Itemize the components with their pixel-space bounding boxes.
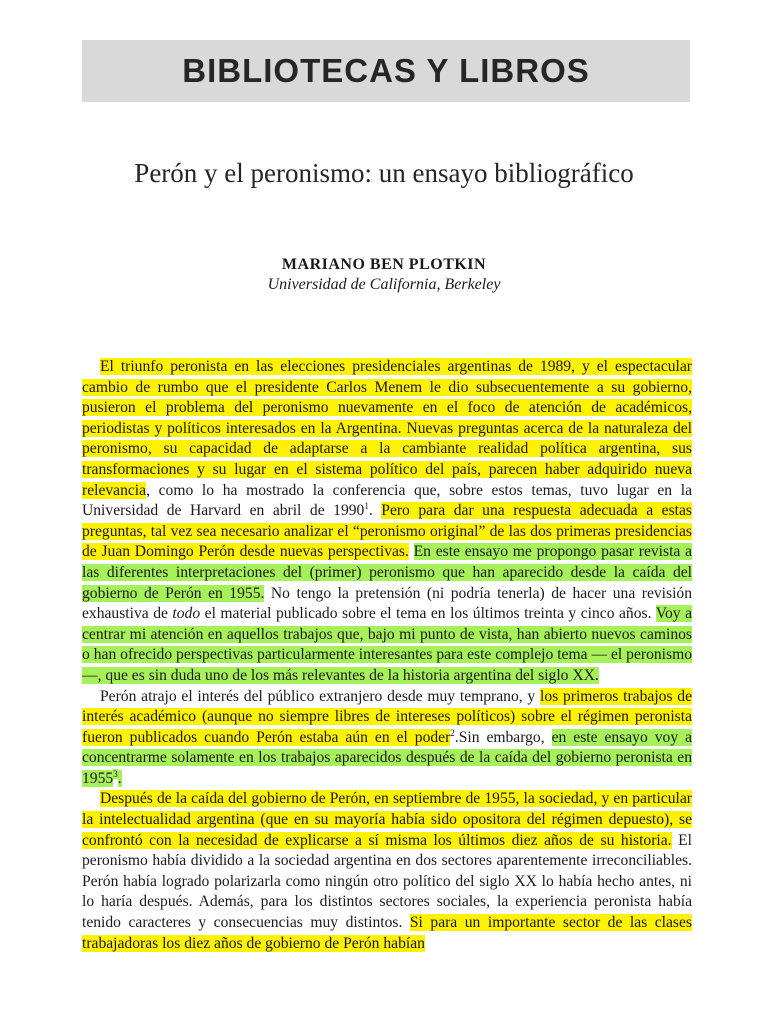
text-run: , como lo ha mostrado la conferencia que, sobre estos temas, tuvo lugar en la Universidad de Harvard en abril de 1990: [82, 481, 692, 520]
author-affiliation: Universidad de California, Berkeley: [267, 276, 501, 293]
text-run: No tengo la pretensión (ni podría tenerla) de hacer una revisión exhaustiva de: [82, 584, 692, 623]
text-run: todo: [172, 605, 201, 623]
footnote-ref[interactable]: 3: [113, 768, 118, 779]
highlighted-text: en este ensayo voy a concentrarme solamente en los trabajos aparecidos después de la caída del gobierno peronista en 1955: [82, 728, 693, 787]
text-run: .Sin embargo,: [454, 728, 552, 746]
paragraph-1: [82, 357, 692, 687]
highlighted-text: El triunfo peronista en las elecciones presidenciales argentinas de 1989, y el espectacular cambio de rumbo que el presidente Carlos Menem le dio subsecuentemente a su gobierno, pusieron el problema del peronismo nuevamente en el foco de atención de académicos, periodistas y políticos interesados en la Argentina. Nuevas preguntas acerca de la naturaleza del peronismo, su capacidad de adaptarse a la cambiante realidad política argentina, sus transformaciones y su lugar en el sistema político del país, parecen haber adquirido nueva relevancia: [82, 358, 692, 499]
paragraph-3: [82, 789, 692, 954]
banner-title: BIBLIOTECAS Y LIBROS: [182, 52, 590, 89]
highlighted-text: los primeros trabajos de interés académico (aunque no siempre libres de intereses políticos) sobre el régimen peronista fueron publicados cuando Perón estaba aún en el poder: [82, 687, 692, 746]
text-run: El peronismo había dividido a la sociedad argentina en dos sectores aparentemente irreconciliables. Perón había logrado polarizarla como ningún otro político del siglo XX lo había hecho antes, ni lo haría después. Además, para los distintos sectores sociales, la experiencia peronista había tenido caracteres y consecuencias muy distintos.: [82, 831, 692, 932]
text-run: [409, 543, 414, 560]
footnote-ref[interactable]: 1: [364, 500, 369, 511]
footnote-ref[interactable]: 2: [450, 727, 455, 738]
highlighted-text: Voy a centrar mi atención en aquellos trabajos que, bajo mi punto de vista, han abierto nuevos caminos o han ofrecido perspectivas particularmente interesantes para este complejo tema — el peronismo —, que es sin duda uno de los más relevantes de la historia argentina del siglo XX.: [82, 605, 692, 684]
highlighted-text: Si para un importante sector de las clases trabajadoras los diez años de gobierno de Perón habían: [82, 914, 692, 952]
article-title: Perón y el peronismo: un ensayo bibliográfico: [134, 158, 634, 188]
author-name: MARIANO BEN PLOTKIN: [281, 256, 487, 273]
text-run: Perón atrajo el interés del público extranjero desde muy temprano, y: [100, 687, 540, 705]
paragraph-2: [82, 687, 692, 790]
section-banner: [82, 40, 690, 102]
highlighted-text: .: [117, 769, 122, 787]
text-run: .: [368, 502, 382, 520]
text-run: el material publicado sobre el tema en los últimos treinta y cinco años.: [200, 605, 656, 623]
highlighted-text: En este ensayo me propongo pasar revista a las diferentes interpretaciones del (primer) peronismo que han aparecido desde la caída del gobierno de Perón en 1955.: [82, 543, 692, 602]
highlighted-text: Pero para dar una respuesta adecuada a estas preguntas, tal vez sea necesario analizar el “peronismo original” de las dos primeras presidencias de Juan Domingo Perón desde nuevas perspectivas.: [82, 502, 692, 561]
article-body: [82, 357, 692, 954]
highlighted-text: Después de la caída del gobierno de Perón, en septiembre de 1955, la sociedad, y en particular la intelectualidad argentina (que en su mayoría había sido opositora del régimen depuesto), se confrontó con la necesidad de explicarse a sí misma los últimos diez años de su historia.: [82, 790, 692, 849]
